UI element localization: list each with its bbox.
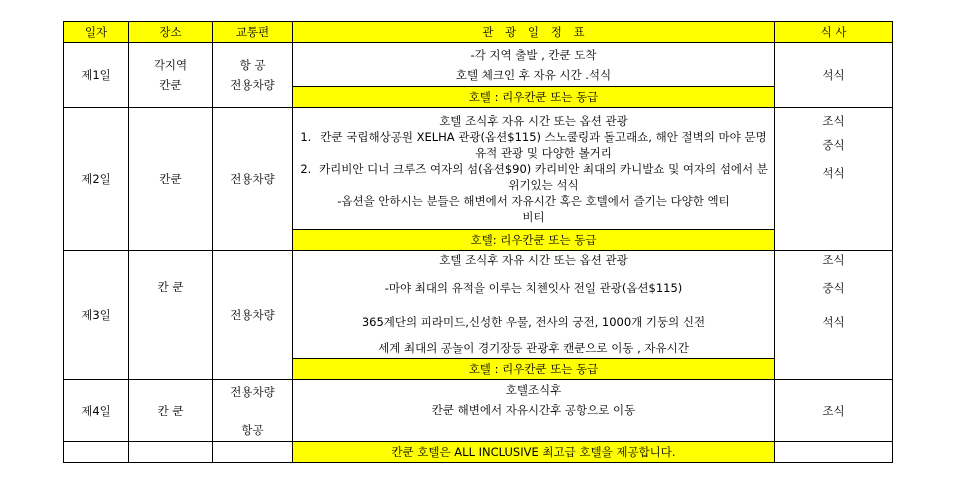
day4-meal: 조식 — [775, 380, 893, 442]
day4-schedule — [293, 380, 775, 442]
day3-schedule — [293, 251, 775, 359]
header-transport: 교통편 — [213, 22, 293, 43]
day2-transport: 전용차량 — [213, 108, 293, 251]
day2-option: 1. 칸쿤 국립해상공원 XELHA 관광(옵션$115) 스노쿨링과 돌고래쇼, 해안 절벽의 마야 문명 유적 관광 및 다양한 볼거리 — [315, 129, 772, 161]
day2-meal: 조식 — [822, 114, 845, 128]
day3-meal: 중식 — [822, 281, 845, 295]
day4-place: 칸 쿤 — [129, 380, 213, 442]
header-place: 장소 — [129, 22, 213, 43]
day3-schedule-line: 호텔 조식후 자유 시간 또는 옵션 관광 — [439, 253, 628, 267]
day4-transport-line: 항공 — [241, 422, 264, 437]
day4-schedule-line: 칸쿤 해변에서 자유시간후 공항으로 이동 — [431, 403, 636, 417]
day1-transport-line: 전용차량 — [230, 78, 275, 92]
day1-schedule-line: -각 지역 출발 , 칸쿤 도착 — [470, 47, 597, 62]
day2-options-list — [295, 129, 772, 193]
day2-schedule-outro: -옵션을 안하시는 분들은 해변에서 자유시간 혹은 호텔에서 즐기는 다양한 엑티비티 — [337, 193, 730, 224]
day1-schedule — [293, 43, 775, 87]
footer-empty-cell — [213, 442, 293, 463]
header-row — [64, 22, 893, 43]
header-day: 일자 — [64, 22, 129, 43]
day1-meal: 석식 — [775, 43, 893, 108]
day4-row — [64, 380, 893, 442]
day2-meals — [775, 108, 893, 251]
day2-day: 제2일 — [64, 108, 129, 251]
day2-schedule-intro: 호텔 조식후 자유 시간 또는 옵션 관광 — [439, 113, 628, 128]
day4-transport — [213, 380, 293, 442]
footer-empty-cell — [64, 442, 129, 463]
day4-transport-line: 전용차량 — [230, 384, 275, 399]
day2-meal: 중식 — [822, 138, 845, 152]
day4-schedule-line: 호텔조식후 — [505, 383, 562, 397]
itinerary-table — [63, 21, 893, 463]
footer-empty-cell — [129, 442, 213, 463]
day2-schedule — [293, 108, 775, 230]
day3-meal: 조식 — [822, 253, 845, 267]
footer-note: 칸쿤 호텔은 ALL INCLUSIVE 최고급 호텔을 제공합니다. — [293, 442, 775, 463]
day3-hotel: 호텔 : 리우칸쿤 또는 동급 — [293, 359, 775, 380]
day1-place-line: 칸쿤 — [159, 78, 182, 92]
day1-row — [64, 43, 893, 87]
day1-place — [129, 43, 213, 108]
day1-day: 제1일 — [64, 43, 129, 108]
day1-transport — [213, 43, 293, 108]
day3-meals — [775, 251, 893, 380]
day3-schedule-line: 365계단의 피라미드,신성한 우물, 전사의 궁전, 1000개 기둥의 신전 — [361, 315, 706, 329]
day2-row — [64, 108, 893, 230]
day3-day: 제3일 — [64, 251, 129, 380]
footer-empty-cell — [775, 442, 893, 463]
day3-schedule-line: -마야 최대의 유적을 이루는 치첸잇사 전일 관광(옵션$115) — [384, 281, 683, 295]
day3-transport: 전용차량 — [213, 251, 293, 380]
header-schedule: 관 광 일 정 표 — [293, 22, 775, 43]
day2-option: 2. 카리비안 디너 크루즈 여자의 섬(옵션$90) 카리비안 최대의 카니발쇼 및 여자의 섬에서 분위기있는 석식 — [315, 161, 772, 193]
day2-meal: 석식 — [822, 166, 845, 180]
day1-hotel: 호텔 : 리우칸쿤 또는 동급 — [293, 87, 775, 108]
day3-place: 칸 쿤 — [129, 251, 213, 380]
day1-place-line: 각지역 — [153, 58, 188, 72]
day1-transport-line: 항 공 — [239, 58, 266, 72]
day4-day: 제4일 — [64, 380, 129, 442]
day2-place: 칸쿤 — [129, 108, 213, 251]
day2-hotel: 호텔: 리우칸쿤 또는 동급 — [293, 230, 775, 251]
footer-row — [64, 442, 893, 463]
day3-row — [64, 251, 893, 359]
day3-meal: 석식 — [822, 315, 845, 329]
header-meal: 식 사 — [775, 22, 893, 43]
day3-schedule-line: 세계 최대의 공놀이 경기장등 관광후 캔쿤으로 이동 , 자유시간 — [378, 341, 689, 355]
day1-schedule-line: 호텔 체크인 후 자유 시간 .석식 — [455, 67, 612, 82]
